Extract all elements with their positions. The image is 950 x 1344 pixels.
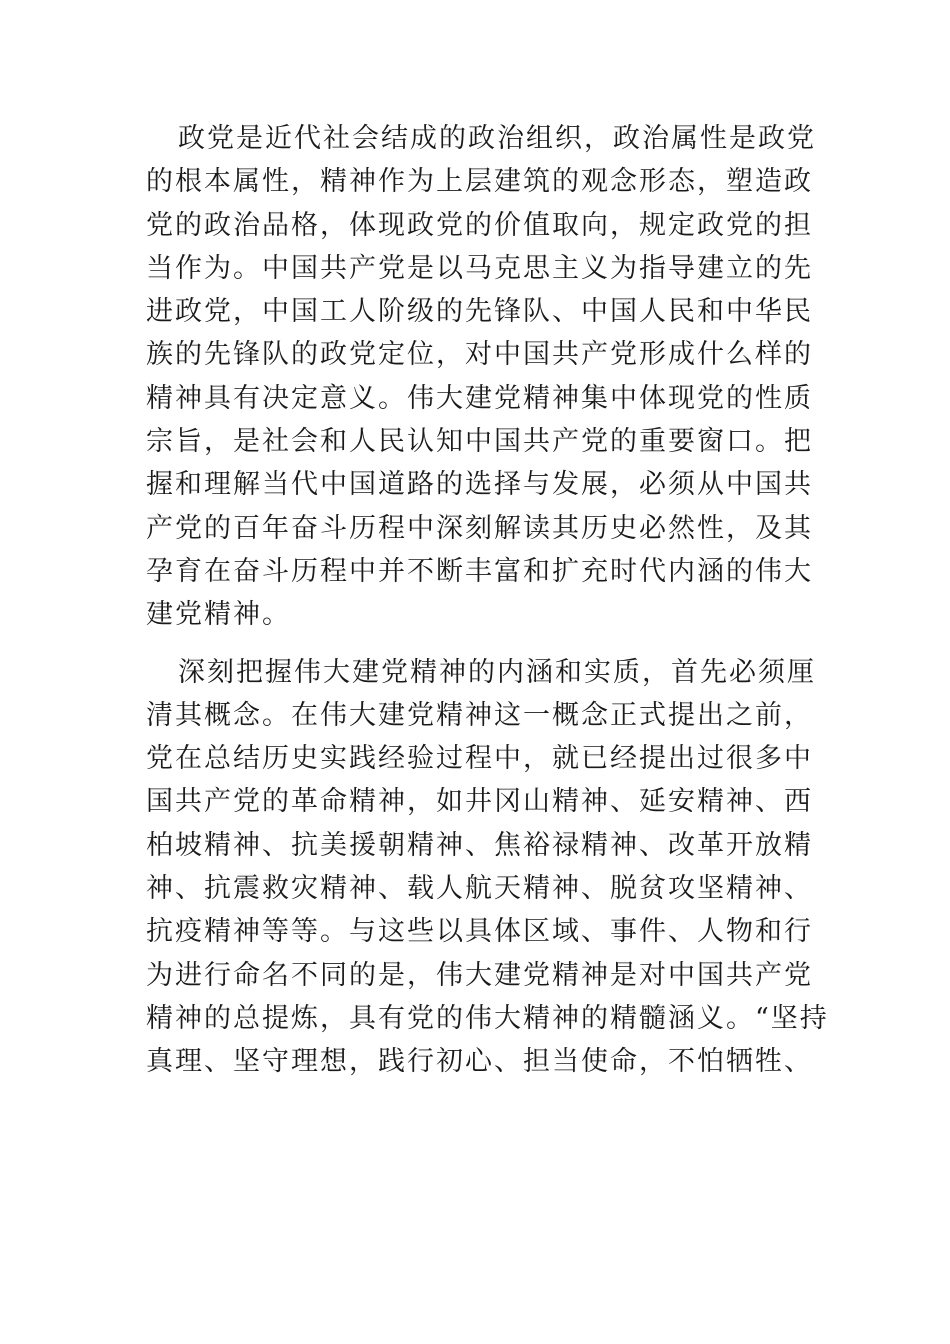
text-line: 孕育在奋斗历程中并不断丰富和扩充时代内涵的伟大 [146,555,813,587]
text-line: 抗疫精神等等。与这些以具体区域、事件、人物和行 [146,916,813,948]
text-line: 握和理解当代中国道路的选择与发展，必须从中国共 [146,469,813,501]
document-body [146,117,829,1098]
text-line: 为进行命名不同的是，伟大建党精神是对中国共产党 [146,959,813,991]
text-line: 深刻把握伟大建党精神的内涵和实质，首先必须厘 [178,656,816,688]
text-line: 进政党，中国工人阶级的先锋队、中国人民和中华民 [146,296,813,328]
text-line: 精神具有决定意义。伟大建党精神集中体现党的性质 [146,382,813,414]
text-line: 柏坡精神、抗美援朝精神、焦裕禄精神、改革开放精 [146,829,813,861]
text-line: 神、抗震救灾精神、载人航天精神、脱贫攻坚精神、 [146,873,813,905]
text-line: 产党的百年奋斗历程中深刻解读其历史必然性，及其 [146,512,813,544]
paragraph-1 [146,117,816,637]
text-line: 宗旨，是社会和人民认知中国共产党的重要窗口。把 [146,426,813,458]
text-line: 政党是近代社会结成的政治组织，政治属性是政党 [178,123,816,154]
text-line: 的根本属性，精神作为上层建筑的观念形态，塑造政 [146,166,813,198]
text-line: 真理、坚守理想，践行初心、担当使命，不怕牺牲、 [146,1046,813,1078]
text-line: 党的政治品格，体现政党的价值取向，规定政党的担 [146,209,813,241]
paragraph-2 [146,651,829,1084]
text-line: 当作为。中国共产党是以马克思主义为指导建立的先 [146,252,813,284]
text-line: 族的先锋队的政党定位，对中国共产党形成什么样的 [146,339,813,371]
text-line: 清其概念。在伟大建党精神这一概念正式提出之前， [146,699,813,731]
text-line: 精神的总提炼，具有党的伟大精神的精髓涵义。“坚持 [146,1002,829,1034]
text-line: 建党精神。 [146,599,291,631]
text-line: 国共产党的革命精神，如井冈山精神、延安精神、西 [146,786,813,818]
text-line: 党在总结历史实践经验过程中，就已经提出过很多中 [146,743,813,775]
